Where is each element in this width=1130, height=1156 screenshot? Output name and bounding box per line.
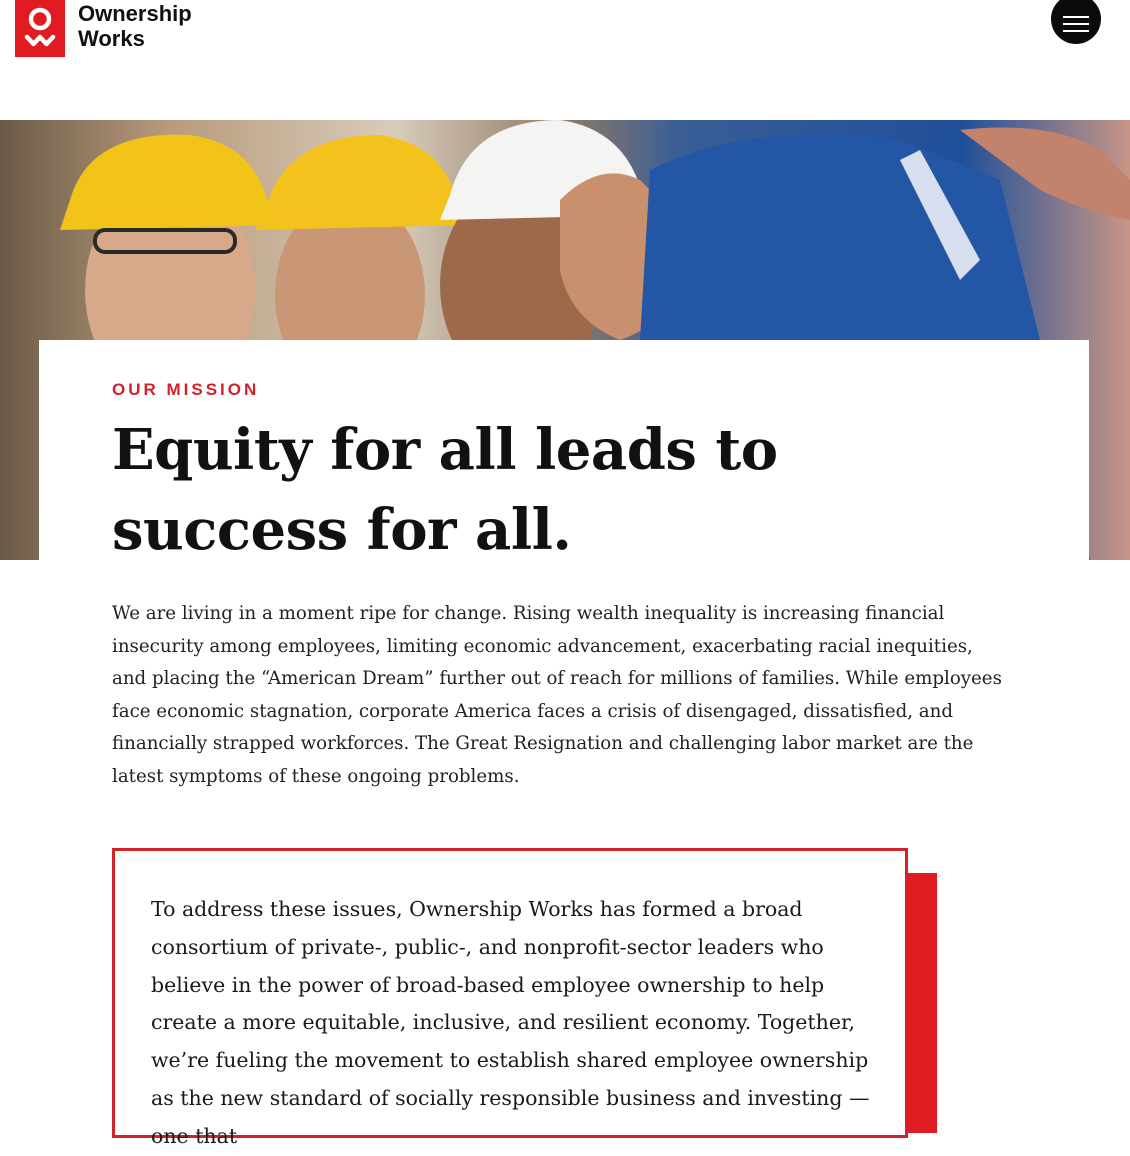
mission-body-text: We are living in a moment ripe for change. Rising wealth inequality is increasing financial insecurity among employees, limiting economic advancement, exacerbating racial inequities, and placing the “American Dream” further out of reach for millions of families. While employees face economic stagnation, corporate America faces a crisis of disengaged, dissatisfied, and financially strapped workforces. The Great Resignation and challenging labor market are the latest symptoms of these ongoing problems. xyxy=(112,603,1002,787)
logo-wordmark xyxy=(78,1,192,51)
logo-line-2: Works xyxy=(78,26,145,51)
hamburger-icon xyxy=(1063,15,1089,33)
logo-line-1: Ownership xyxy=(78,1,192,26)
section-eyebrow: OUR MISSION xyxy=(112,380,260,399)
mission-headline: Equity for all leads to success for all. xyxy=(112,417,778,563)
ownership-works-logo-icon xyxy=(15,0,65,57)
logo[interactable] xyxy=(15,0,192,57)
site-header xyxy=(0,0,1130,120)
callout-text: To address these issues, Ownership Works has formed a broad consortium of private-, public-, and nonprofit-sector leaders who believe in the power of broad-based employee ownership to help create a more equitable, inclusive, and resilient economy. Together, we’re fueling the movement to establish shared employee ownership as the new standard of socially responsible business and investing — one that xyxy=(151,897,870,1148)
callout-box xyxy=(112,848,908,1148)
menu-button[interactable] xyxy=(1051,0,1101,44)
